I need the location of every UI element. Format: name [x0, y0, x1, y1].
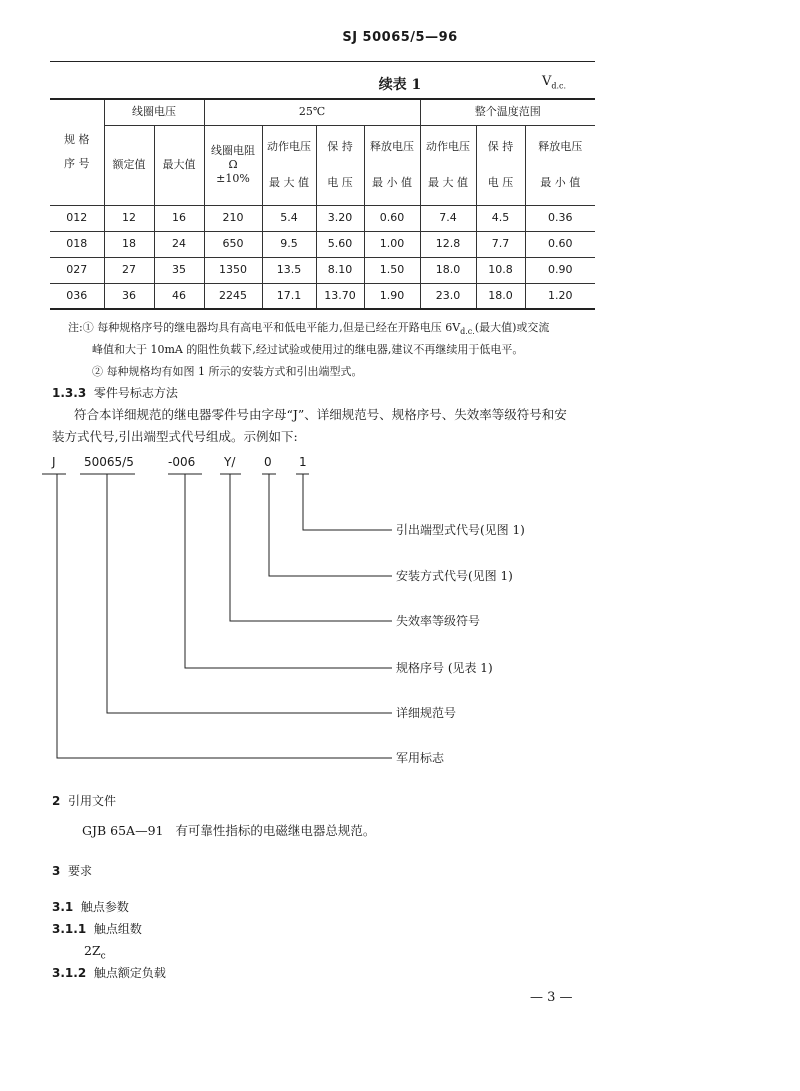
cell: 0.60: [364, 205, 420, 231]
contact-groups-value: $2Z_c$: [84, 943, 106, 962]
table-note-2: ② 每种规格均有如图 1 所示的安装方式和引出端型式。: [92, 365, 363, 378]
header-coil-voltage: 线圈电压: [104, 99, 204, 125]
code-spec: 50065/5: [84, 455, 134, 469]
code-j: J: [52, 455, 56, 469]
cell: 36: [104, 283, 154, 309]
section-3-1-2-heading: 3.1.2 触点额定负载: [52, 966, 166, 980]
cell: 5.60: [316, 231, 364, 257]
table-unit: $V_{d.c.}$: [542, 74, 567, 91]
section-3-heading: 3 要求: [52, 864, 93, 878]
label-military-mark: 军用标志: [396, 751, 445, 765]
header-spec-seq: 规 格 序 号: [50, 99, 104, 205]
page-number: — 3 —: [530, 990, 573, 1005]
cell: 16: [154, 205, 204, 231]
label-mounting-code: 安装方式代号(见图 1): [396, 569, 513, 583]
cell: 1350: [204, 257, 262, 283]
section-1-3-3-para-line2: 装方式代号,引出端型式代号组成。示例如下:: [52, 429, 298, 444]
header-max: 最大值: [154, 125, 204, 205]
cell: 2245: [204, 283, 262, 309]
cell: 0.60: [525, 231, 595, 257]
reference-document: GJB 65A—91 有可靠性指标的电磁继电器总规范。: [82, 823, 376, 838]
table-note-1-cont: 峰值和大于 10mA 的阻性负载下,经过试验或使用过的继电器,建议不再继续用于低电平。: [92, 343, 524, 356]
header-full-temp: 整个温度范围: [420, 99, 595, 125]
header-release-voltage-full: 释放电压 最 小 值: [525, 125, 595, 205]
cell: 27: [104, 257, 154, 283]
header-hold-voltage: 保 持 电 压: [316, 125, 364, 205]
header-25c: 25℃: [204, 99, 420, 125]
section-1-3-3-heading: 1.3.3 零件号标志方法: [52, 386, 178, 400]
header-rated: 额定值: [104, 125, 154, 205]
cell: 1.00: [364, 231, 420, 257]
cell: 12: [104, 205, 154, 231]
cell: 012: [50, 205, 104, 231]
section-3-1-1-heading: 3.1.1 触点组数: [52, 922, 142, 936]
cell: 9.5: [262, 231, 316, 257]
cell: 13.70: [316, 283, 364, 309]
cell: 650: [204, 231, 262, 257]
cell: 027: [50, 257, 104, 283]
header-operate-voltage-full: 动作电压 最 大 值: [420, 125, 476, 205]
table-caption: 续表 1: [378, 77, 422, 93]
cell: 24: [154, 231, 204, 257]
cell: 46: [154, 283, 204, 309]
cell: 18.0: [420, 257, 476, 283]
table-note-1: 注:① 每种规格序号的继电器均具有高电平和低电平能力,但是已经在开路电压 $6V_{d.c.}$(最大值)或交流: [68, 321, 550, 337]
section-3-1-heading: 3.1 触点参数: [52, 900, 129, 914]
cell: 10.8: [476, 257, 525, 283]
label-terminal-type: 引出端型式代号(见图 1): [396, 523, 525, 537]
header-operate-voltage: 动作电压 最 大 值: [262, 125, 316, 205]
cell: 0.90: [525, 257, 595, 283]
code-term: 1: [299, 455, 307, 469]
cell: 7.4: [420, 205, 476, 231]
header-hold-voltage-full: 保 持 电 压: [476, 125, 525, 205]
section-1-3-3-para-line1: 符合本详细规范的继电器零件号由字母“J”、详细规范号、规格序号、失效率等级符号和安: [74, 407, 567, 422]
code-fail: Y/: [224, 455, 236, 469]
cell: 1.20: [525, 283, 595, 309]
label-spec-seq: 规格序号 (见表 1): [396, 661, 493, 675]
header-coil-resistance: 线圈电阻 Ω ±10%: [204, 125, 262, 205]
cell: 23.0: [420, 283, 476, 309]
cell: 5.4: [262, 205, 316, 231]
label-failure-rate: 失效率等级符号: [396, 614, 481, 628]
cell: 18.0: [476, 283, 525, 309]
cell: 036: [50, 283, 104, 309]
cell: 7.7: [476, 231, 525, 257]
cell: 35: [154, 257, 204, 283]
cell: 3.20: [316, 205, 364, 231]
label-detail-spec: 详细规范号: [396, 706, 457, 720]
cell: 1.90: [364, 283, 420, 309]
cell: 1.50: [364, 257, 420, 283]
cell: 0.36: [525, 205, 595, 231]
cell: 13.5: [262, 257, 316, 283]
doc-code: SJ 50065/5—96: [342, 30, 458, 45]
cell: 17.1: [262, 283, 316, 309]
cell: 12.8: [420, 231, 476, 257]
header-release-voltage: 释放电压 最 小 值: [364, 125, 420, 205]
section-2-heading: 2 引用文件: [52, 794, 117, 808]
cell: 18: [104, 231, 154, 257]
cell: 018: [50, 231, 104, 257]
cell: 4.5: [476, 205, 525, 231]
cell: 8.10: [316, 257, 364, 283]
code-seq: -006: [168, 455, 196, 469]
cell: 210: [204, 205, 262, 231]
code-mount: 0: [264, 455, 272, 469]
